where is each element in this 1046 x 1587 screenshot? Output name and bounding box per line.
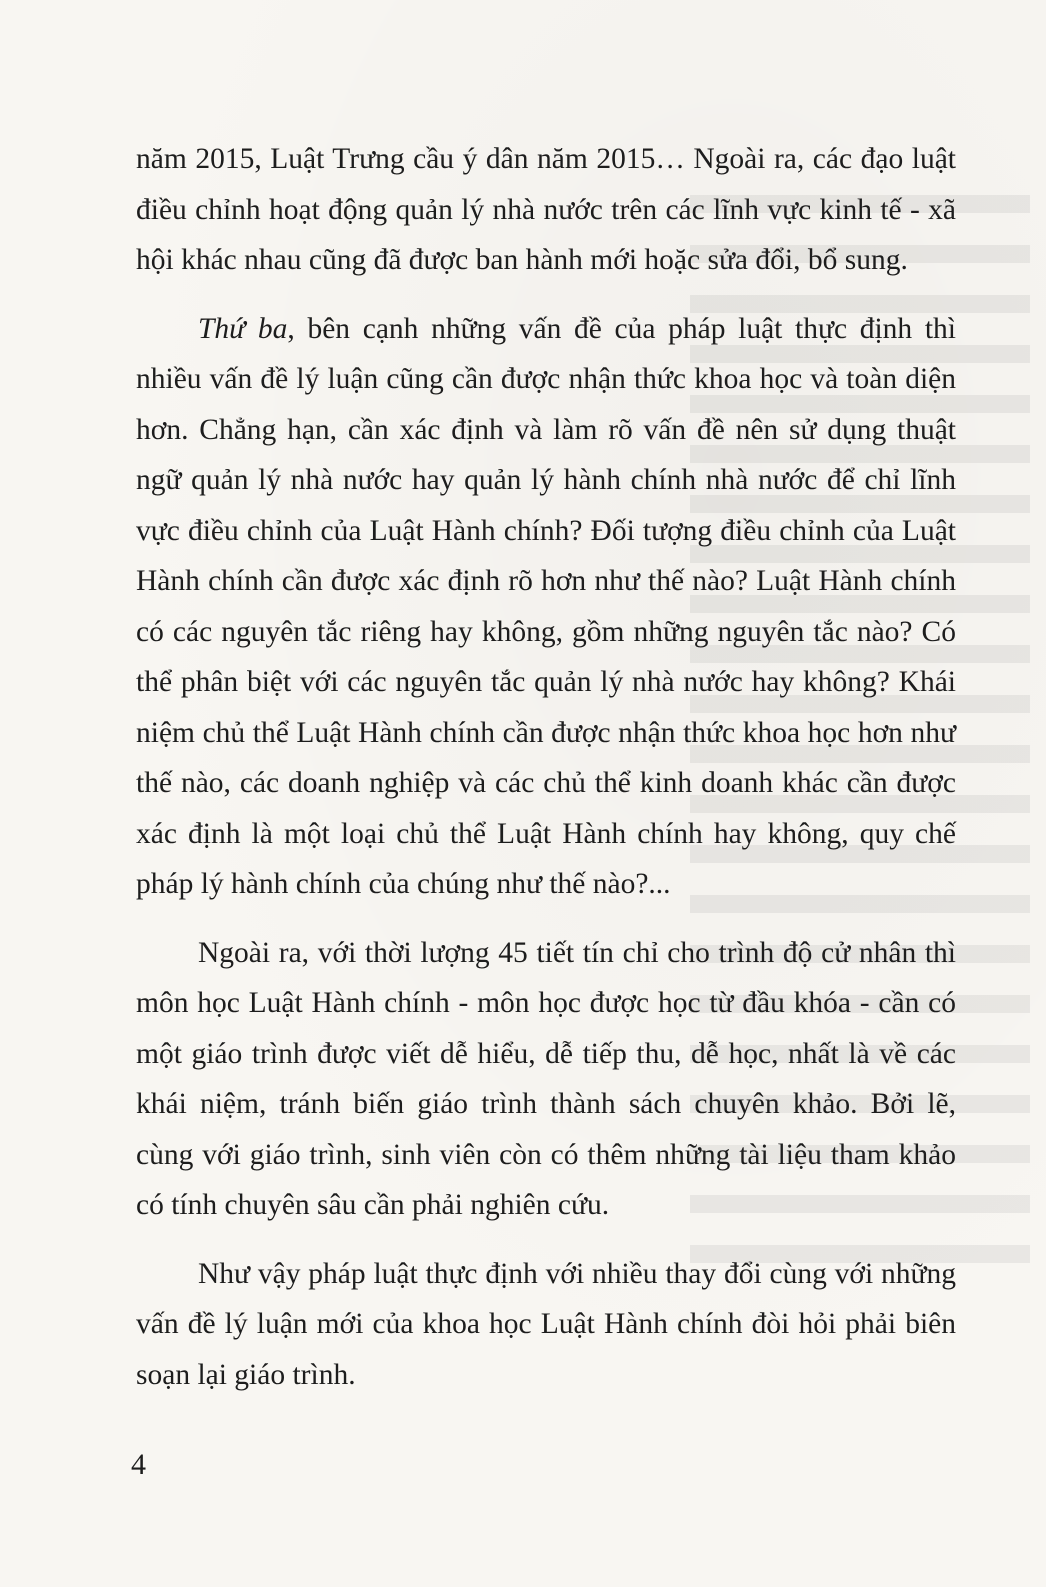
- paragraph-3-text: Ngoài ra, với thời lượng 45 tiết tín chỉ cho trình độ cử nhân thì môn học Luật Hành chính - môn học được học từ đầu khóa - cần có một giáo trình được viết dễ hiểu, dễ tiếp thu, dễ học, nhất là về các khái niệm, tránh biến giáo trình thành sách chuyên khảo. Bởi lẽ, cùng với giáo trình, sinh viên còn có thêm những tài liệu tham khảo có tính chuyên sâu cần phải nghiên cứu.: [136, 936, 956, 1221]
- paragraph-4: [136, 1249, 956, 1401]
- paragraph-2: [136, 304, 956, 910]
- paragraph-2-lead: Thứ ba: [198, 312, 288, 345]
- paragraph-1: [136, 134, 956, 286]
- body-text: [136, 134, 956, 1400]
- paragraph-3: [136, 928, 956, 1231]
- paragraph-1-text: năm 2015, Luật Trưng cầu ý dân năm 2015… Ngoài ra, các đạo luật điều chỉnh hoạt động quản lý nhà nước trên các lĩnh vực kinh tế - xã hội khác nhau cũng đã được ban hành mới hoặc sửa đổi, bổ sung.: [136, 143, 956, 276]
- page-number: 4: [131, 1448, 146, 1481]
- paragraph-4-text: Như vậy pháp luật thực định với nhiều thay đổi cùng với những vấn đề lý luận mới của khoa học Luật Hành chính đòi hỏi phải biên soạn lại giáo trình.: [136, 1257, 956, 1391]
- paragraph-2-text: , bên cạnh những vấn đề của pháp luật thực định thì nhiều vấn đề lý luận cũng cần được nhận thức khoa học và toàn diện hơn. Chẳng hạn, cần xác định và làm rõ vấn đề nên sử dụng thuật ngữ quản lý nhà nước hay quản lý hành chính nhà nước để chỉ lĩnh vực điều chỉnh của Luật Hành chính? Đối tượng điều chỉnh của Luật Hành chính cần được xác định rõ hơn như thế nào? Luật Hành chính có các nguyên tắc riêng hay không, gồm những nguyên tắc nào? Có thể phân biệt với các nguyên tắc quản lý nhà nước hay không? Khái niệm chủ thể Luật Hành chính cần được nhận thức khoa học hơn như thế nào, các doanh nghiệp và các chủ thể kinh doanh khác cần được xác định là một loại chủ thể Luật Hành chính hay không, quy chế pháp lý hành chính của chúng như thế nào?...: [136, 312, 956, 900]
